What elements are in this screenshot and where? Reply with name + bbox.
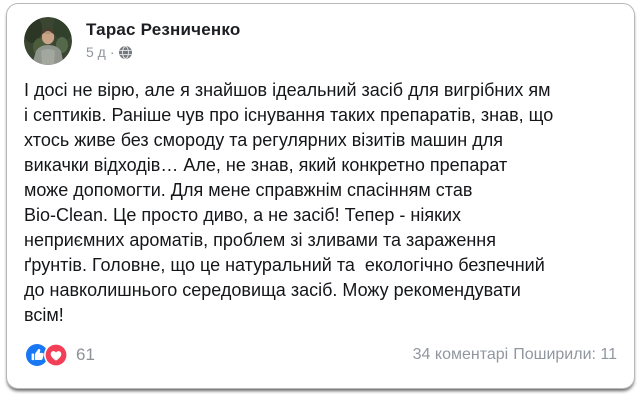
post-text-line: викачки відходів… Але, не знав, який конкретно препарат	[24, 155, 508, 175]
post-text	[7, 65, 634, 328]
post-text-line: до навколишнього середовища засіб. Можу рекомендувати	[24, 280, 521, 300]
post-text-line: неприємних ароматів, проблем зі зливами та зараження	[24, 230, 496, 250]
author-name[interactable]: Тарас Резниченко	[86, 20, 241, 39]
facebook-post-card	[6, 3, 635, 389]
post-meta	[86, 44, 240, 60]
meta-separator: ·	[109, 44, 115, 60]
shares-count[interactable]: Поширили: 11	[513, 346, 617, 363]
post-text-line: і септиків. Раніше чув про існування таких препаратів, знав, що	[24, 105, 554, 125]
post-text-line: хтось живе без смороду та регулярних візитів машин для	[24, 130, 503, 150]
post-text-line: всім!	[24, 305, 64, 325]
comments-count[interactable]: 34 коментарі	[412, 346, 509, 363]
reaction-count[interactable]: 61	[76, 345, 95, 364]
reaction-summary[interactable]	[26, 343, 95, 367]
avatar-photo	[24, 17, 72, 65]
post-text-line: ґрунтів. Головне, що це натуральний та екологічно безпечний	[24, 255, 545, 275]
love-reaction-icon[interactable]	[44, 343, 68, 367]
post-text-line: може допомогти. Для мене справжнім спасінням став	[24, 180, 473, 200]
timestamp[interactable]: 5 д	[86, 44, 106, 60]
avatar[interactable]	[24, 17, 72, 65]
post-stats	[413, 346, 617, 364]
post-text-line: І досі не вірю, але я знайшов ідеальний засіб для вигрібних ям	[24, 80, 551, 100]
post-header	[7, 4, 634, 65]
header-text	[86, 17, 240, 60]
globe-public-icon	[119, 46, 132, 59]
engagement-bar	[7, 343, 634, 367]
post-text-line: Bio-Clean. Це просто диво, а не засіб! Тепер - ніяких	[24, 205, 462, 225]
